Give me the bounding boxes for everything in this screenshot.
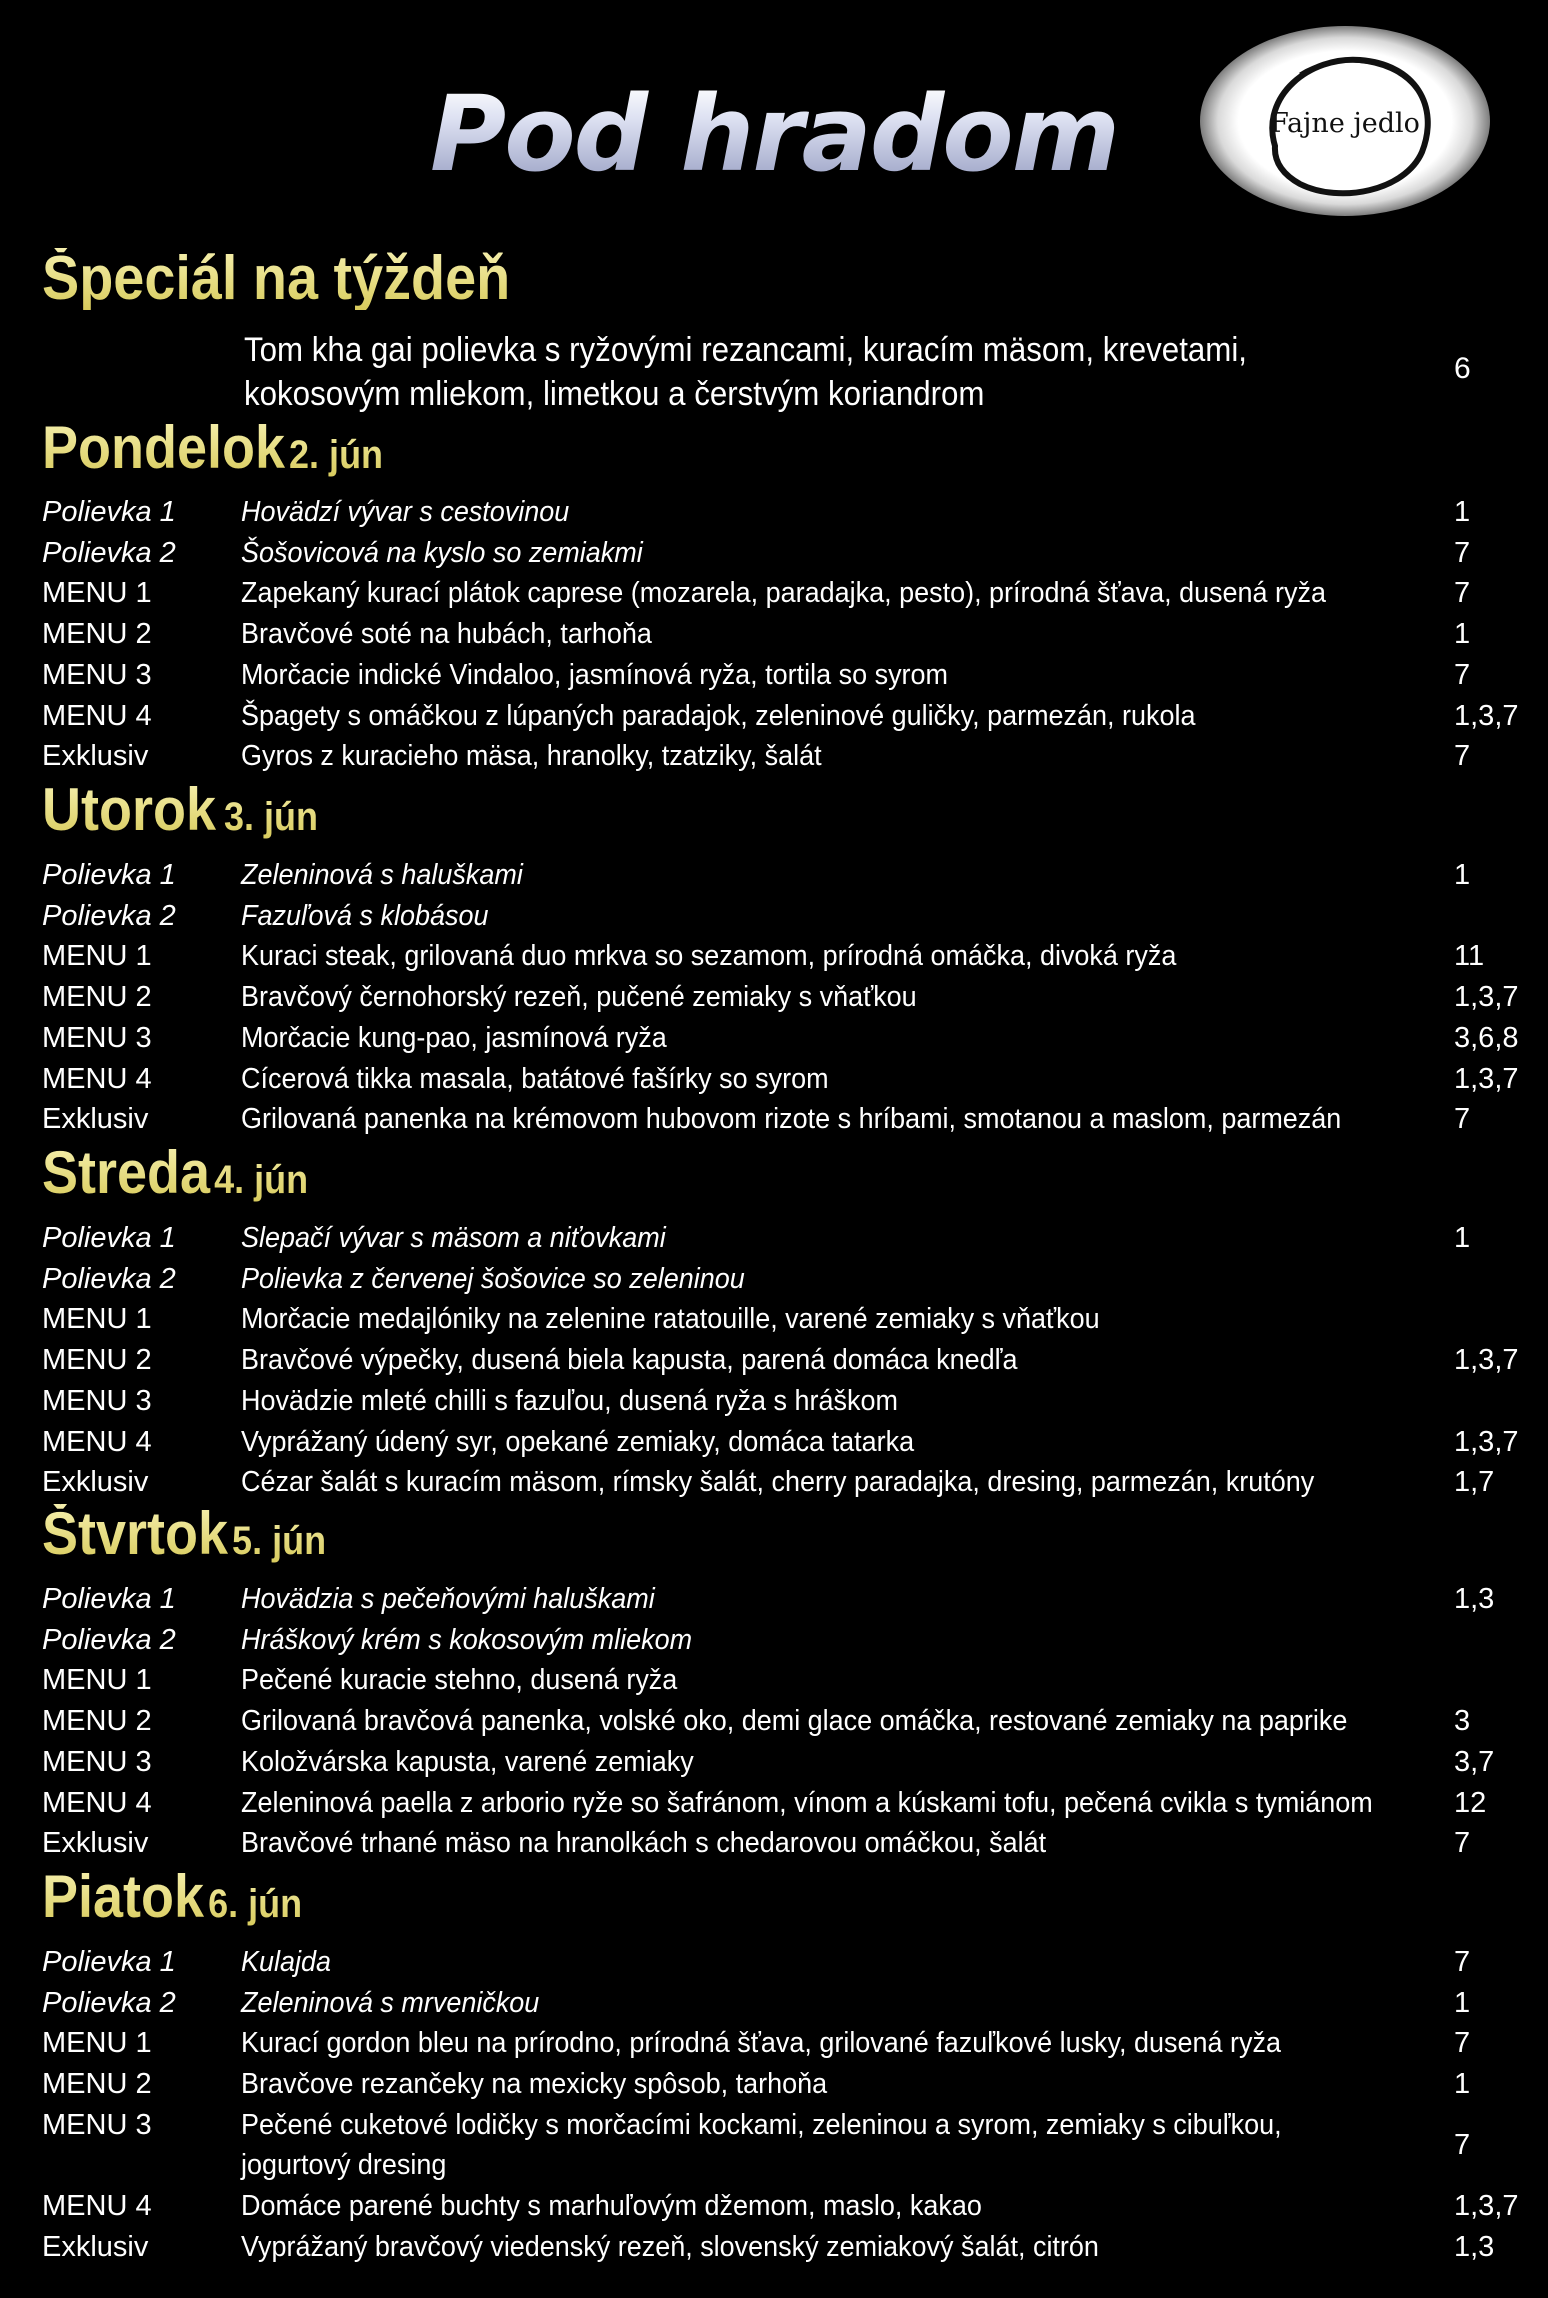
menu-row-dish: Bravčový černohorský rezeň, pučené zemiaky s vňaťkou xyxy=(241,981,917,1013)
menu-row-allergen-code: 7 xyxy=(1454,537,1471,569)
menu-row-label: MENU 1 xyxy=(42,1664,152,1696)
menu-row-allergen-code: 1,3,7 xyxy=(1454,1063,1519,1095)
menu-row-label: MENU 2 xyxy=(42,981,152,1013)
menu-row-dish: Pečené cuketové lodičky s morčacími kockami, zeleninou a syrom, zemiaky s cibuľkou, jogurtový dresing xyxy=(241,2109,1282,2181)
menu-row-dish: Morčacie indické Vindaloo, jasmínová ryža, tortila so syrom xyxy=(241,659,949,691)
menu-row-dish: Vyprážaný údený syr, opekané zemiaky, domáca tatarka xyxy=(241,1426,915,1458)
menu-row-dish: Kuraci steak, grilovaná duo mrkva so sezamom, prírodná omáčka, divoká ryža xyxy=(241,940,1177,972)
menu-row xyxy=(0,2227,1548,2267)
menu-row-label: MENU 4 xyxy=(42,700,152,732)
menu-row-label: MENU 1 xyxy=(42,940,152,972)
menu-row-allergen-code: 1 xyxy=(1454,859,1471,891)
menu-row-dish: Fazuľová s klobásou xyxy=(241,900,489,932)
menu-row-allergen-code: 7 xyxy=(1454,659,1471,691)
menu-row-label: Exklusiv xyxy=(42,2231,149,2263)
menu-row-allergen-code: 3,7 xyxy=(1454,1746,1495,1778)
menu-row xyxy=(0,696,1548,736)
day-heading xyxy=(42,414,384,481)
menu-row-label: MENU 1 xyxy=(42,2027,152,2059)
menu-row-dish: Slepačí vývar s mäsom a niťovkami xyxy=(241,1222,666,1254)
menu-row xyxy=(0,855,1548,895)
menu-row xyxy=(0,614,1548,654)
day-date: 5. jún xyxy=(232,1519,327,1563)
menu-row-allergen-code: 1,3 xyxy=(1454,1583,1495,1615)
day-name: Pondelok xyxy=(42,414,286,481)
special-heading: Špeciál na týždeň xyxy=(42,244,511,313)
menu-row xyxy=(0,1579,1548,1619)
menu-row-label: Polievka 1 xyxy=(42,1583,176,1615)
menu-row xyxy=(0,1823,1548,1863)
menu-row-dish: Špagety s omáčkou z lúpaných paradajok, zeleninové guličky, parmezán, rukola xyxy=(241,700,1196,732)
menu-row xyxy=(0,1462,1548,1502)
menu-row-label: MENU 3 xyxy=(42,659,152,691)
day-name: Piatok xyxy=(42,1863,205,1930)
menu-row-label: Exklusiv xyxy=(42,1827,149,1859)
menu-row-allergen-code: 1 xyxy=(1454,1222,1471,1254)
day-heading xyxy=(42,1500,327,1567)
menu-row xyxy=(0,1018,1548,1058)
special-allergen-code: 6 xyxy=(1454,352,1471,385)
menu-row-label: MENU 1 xyxy=(42,1303,152,1335)
menu-row xyxy=(0,492,1548,532)
menu-row-label: Polievka 2 xyxy=(42,537,176,569)
menu-row-dish: Zeleninová s mrveničkou xyxy=(241,1987,540,2019)
menu-row-label: MENU 4 xyxy=(42,1063,152,1095)
menu-row xyxy=(0,1422,1548,1462)
menu-row-label: MENU 2 xyxy=(42,1705,152,1737)
fajne-jedlo-logo xyxy=(1200,26,1490,216)
menu-row-allergen-code: 1,3,7 xyxy=(1454,981,1519,1013)
menu-row xyxy=(0,1701,1548,1741)
menu-row-label: Polievka 1 xyxy=(42,859,176,891)
menu-row-allergen-code: 7 xyxy=(1454,1827,1471,1859)
day-date: 3. jún xyxy=(224,795,319,839)
menu-row-label: Polievka 2 xyxy=(42,1263,176,1295)
menu-row-allergen-code: 7 xyxy=(1454,577,1471,609)
special-description: Tom kha gai polievka s ryžovými rezancami, kuracím mäsom, krevetami, kokosovým mliekom, limetkou a čerstvým koriandrom xyxy=(244,331,1248,413)
menu-row-allergen-code: 7 xyxy=(1454,2129,1471,2161)
menu-row xyxy=(0,1983,1548,2023)
menu-row-allergen-code: 1,3,7 xyxy=(1454,1426,1519,1458)
menu-row-dish: Hovädzí vývar s cestovinou xyxy=(241,496,570,528)
menu-row xyxy=(0,2023,1548,2063)
menu-row-allergen-code: 3,6,8 xyxy=(1454,1022,1519,1054)
day-date: 4. jún xyxy=(214,1158,309,1202)
menu-row-dish: Cícerová tikka masala, batátové fašírky so syrom xyxy=(241,1063,829,1095)
restaurant-title: Pod hradom xyxy=(430,73,1119,195)
menu-row-allergen-code: 11 xyxy=(1454,940,1485,972)
menu-row xyxy=(0,936,1548,976)
menu-row-label: MENU 4 xyxy=(42,1787,152,1819)
menu-row xyxy=(0,1259,1548,1299)
menu-row-label: MENU 3 xyxy=(42,2109,152,2141)
menu-row-dish: Bravčové trhané mäso na hranolkách s chedarovou omáčkou, šalát xyxy=(241,1827,1047,1859)
menu-row-dish: Hovädzie mleté chilli s fazuľou, dusená ryža s hráškom xyxy=(241,1385,898,1417)
menu-row-allergen-code: 1 xyxy=(1454,618,1471,650)
header xyxy=(0,0,1548,240)
menu-row-label: MENU 3 xyxy=(42,1385,152,1417)
menu-row-dish: Morčacie medajlóniky na zelenine ratatouille, varené zemiaky s vňaťkou xyxy=(241,1303,1100,1335)
menu-row-label: MENU 2 xyxy=(42,2068,152,2100)
menu-row xyxy=(0,533,1548,573)
menu-row xyxy=(0,1299,1548,1339)
menu-row-allergen-code: 1,3,7 xyxy=(1454,2190,1519,2222)
menu-row xyxy=(0,1099,1548,1139)
logo-text: Fajne jedlo xyxy=(1270,108,1420,139)
day-name: Utorok xyxy=(42,776,217,843)
menu-row-dish: Cézar šalát s kuracím mäsom, rímsky šalát, cherry paradajka, dresing, parmezán, krutóny xyxy=(241,1466,1315,1498)
menu-row-label: Exklusiv xyxy=(42,1466,149,1498)
menu-row-allergen-code: 7 xyxy=(1454,1946,1471,1978)
menu-row xyxy=(0,1059,1548,1099)
menu-row xyxy=(0,2105,1548,2185)
menu-row-label: Exklusiv xyxy=(42,1103,149,1135)
menu-row-label: Polievka 2 xyxy=(42,1624,176,1656)
menu-row-allergen-code: 3 xyxy=(1454,1705,1471,1737)
menu-row xyxy=(0,1742,1548,1782)
menu-row xyxy=(0,573,1548,613)
day-name: Štvrtok xyxy=(42,1500,229,1567)
day-date: 2. jún xyxy=(289,433,384,477)
day-heading xyxy=(42,1863,303,1930)
menu-row xyxy=(0,1620,1548,1660)
menu-row-allergen-code: 1,3,7 xyxy=(1454,1344,1519,1376)
menu-row-dish: Gyros z kuracieho mäsa, hranolky, tzatziky, šalát xyxy=(241,740,822,772)
menu-row-label: MENU 2 xyxy=(42,1344,152,1376)
menu-row xyxy=(0,1783,1548,1823)
menu-row-dish: Hráškový krém s kokosovým mliekom xyxy=(241,1624,693,1656)
day-date: 6. jún xyxy=(208,1882,303,1926)
menu-row-dish: Grilovaná bravčová panenka, volské oko, demi glace omáčka, restované zemiaky na paprike xyxy=(241,1705,1348,1737)
menu-row xyxy=(0,2186,1548,2226)
menu-row-dish: Morčacie kung-pao, jasmínová ryža xyxy=(241,1022,667,1054)
menu-row-label: MENU 4 xyxy=(42,1426,152,1458)
menu-row-dish: Bravčové soté na hubách, tarhoňa xyxy=(241,618,652,650)
menu-row-dish: Zapekaný kurací plátok caprese (mozarela, paradajka, pesto), prírodná šťava, dusená ryža xyxy=(241,577,1326,609)
menu-row-dish: Bravčové výpečky, dusená biela kapusta, parená domáca knedľa xyxy=(241,1344,1018,1376)
menu-row xyxy=(0,1340,1548,1380)
menu-row-dish: Hovädzia s pečeňovými haluškami xyxy=(241,1583,655,1615)
menu-row-label: MENU 3 xyxy=(42,1022,152,1054)
menu-row-dish: Bravčove rezančeky na mexicky spôsob, tarhoňa xyxy=(241,2068,828,2100)
menu-row xyxy=(0,977,1548,1017)
menu-row-label: MENU 2 xyxy=(42,618,152,650)
menu-row-label: Polievka 2 xyxy=(42,900,176,932)
menu-row-allergen-code: 1,3 xyxy=(1454,2231,1495,2263)
menu-row-dish: Šošovicová na kyslo so zemiakmi xyxy=(241,537,643,569)
menu-row-allergen-code: 1 xyxy=(1454,1987,1471,2019)
menu-row xyxy=(0,655,1548,695)
menu-row-dish: Polievka z červenej šošovice so zeleninou xyxy=(241,1263,745,1295)
menu-row-allergen-code: 12 xyxy=(1454,1787,1487,1819)
menu-row xyxy=(0,896,1548,936)
day-heading xyxy=(42,1139,309,1206)
menu-row-allergen-code: 7 xyxy=(1454,1103,1471,1135)
menu-row xyxy=(0,2064,1548,2104)
menu-row-allergen-code: 1 xyxy=(1454,2068,1471,2100)
menu-row-label: Polievka 1 xyxy=(42,496,176,528)
menu-row xyxy=(0,1218,1548,1258)
menu-row-dish: Grilovaná panenka na krémovom hubovom rizote s hríbami, smotanou a maslom, parmezán xyxy=(241,1103,1342,1135)
menu-row-allergen-code: 7 xyxy=(1454,2027,1471,2059)
menu-row xyxy=(0,736,1548,776)
menu-row xyxy=(0,1660,1548,1700)
menu-row-label: Polievka 1 xyxy=(42,1946,176,1978)
menu-row-allergen-code: 1,3,7 xyxy=(1454,700,1519,732)
menu-row-allergen-code: 7 xyxy=(1454,740,1471,772)
menu-row-label: Exklusiv xyxy=(42,740,149,772)
menu-row-label: Polievka 1 xyxy=(42,1222,176,1254)
day-name: Streda xyxy=(42,1139,211,1206)
menu-row-dish: Zeleninová paella z arborio ryže so šafránom, vínom a kúskami tofu, pečená cvikla s tymiánom xyxy=(241,1787,1373,1819)
menu-row-dish: Kulajda xyxy=(241,1946,331,1978)
menu-row-allergen-code: 1 xyxy=(1454,496,1471,528)
menu-row-label: MENU 1 xyxy=(42,577,152,609)
menu-row-dish: Domáce parené buchty s marhuľovým džemom, maslo, kakao xyxy=(241,2190,982,2222)
menu-row-label: MENU 3 xyxy=(42,1746,152,1778)
menu-row-allergen-code: 1,7 xyxy=(1454,1466,1495,1498)
menu-row xyxy=(0,1381,1548,1421)
menu-row xyxy=(0,1942,1548,1982)
day-heading xyxy=(42,776,319,843)
menu-row-dish: Zeleninová s haluškami xyxy=(241,859,523,891)
menu-row-dish: Koložvárska kapusta, varené zemiaky xyxy=(241,1746,694,1778)
menu-row-label: Polievka 2 xyxy=(42,1987,176,2019)
menu-row-label: MENU 4 xyxy=(42,2190,152,2222)
menu-row-dish: Vyprážaný bravčový viedenský rezeň, slovenský zemiakový šalát, citrón xyxy=(241,2231,1099,2263)
menu-row-dish: Pečené kuracie stehno, dusená ryža xyxy=(241,1664,678,1696)
menu-row-dish: Kurací gordon bleu na prírodno, prírodná šťava, grilované fazuľkové lusky, dusená ryža xyxy=(241,2027,1281,2059)
